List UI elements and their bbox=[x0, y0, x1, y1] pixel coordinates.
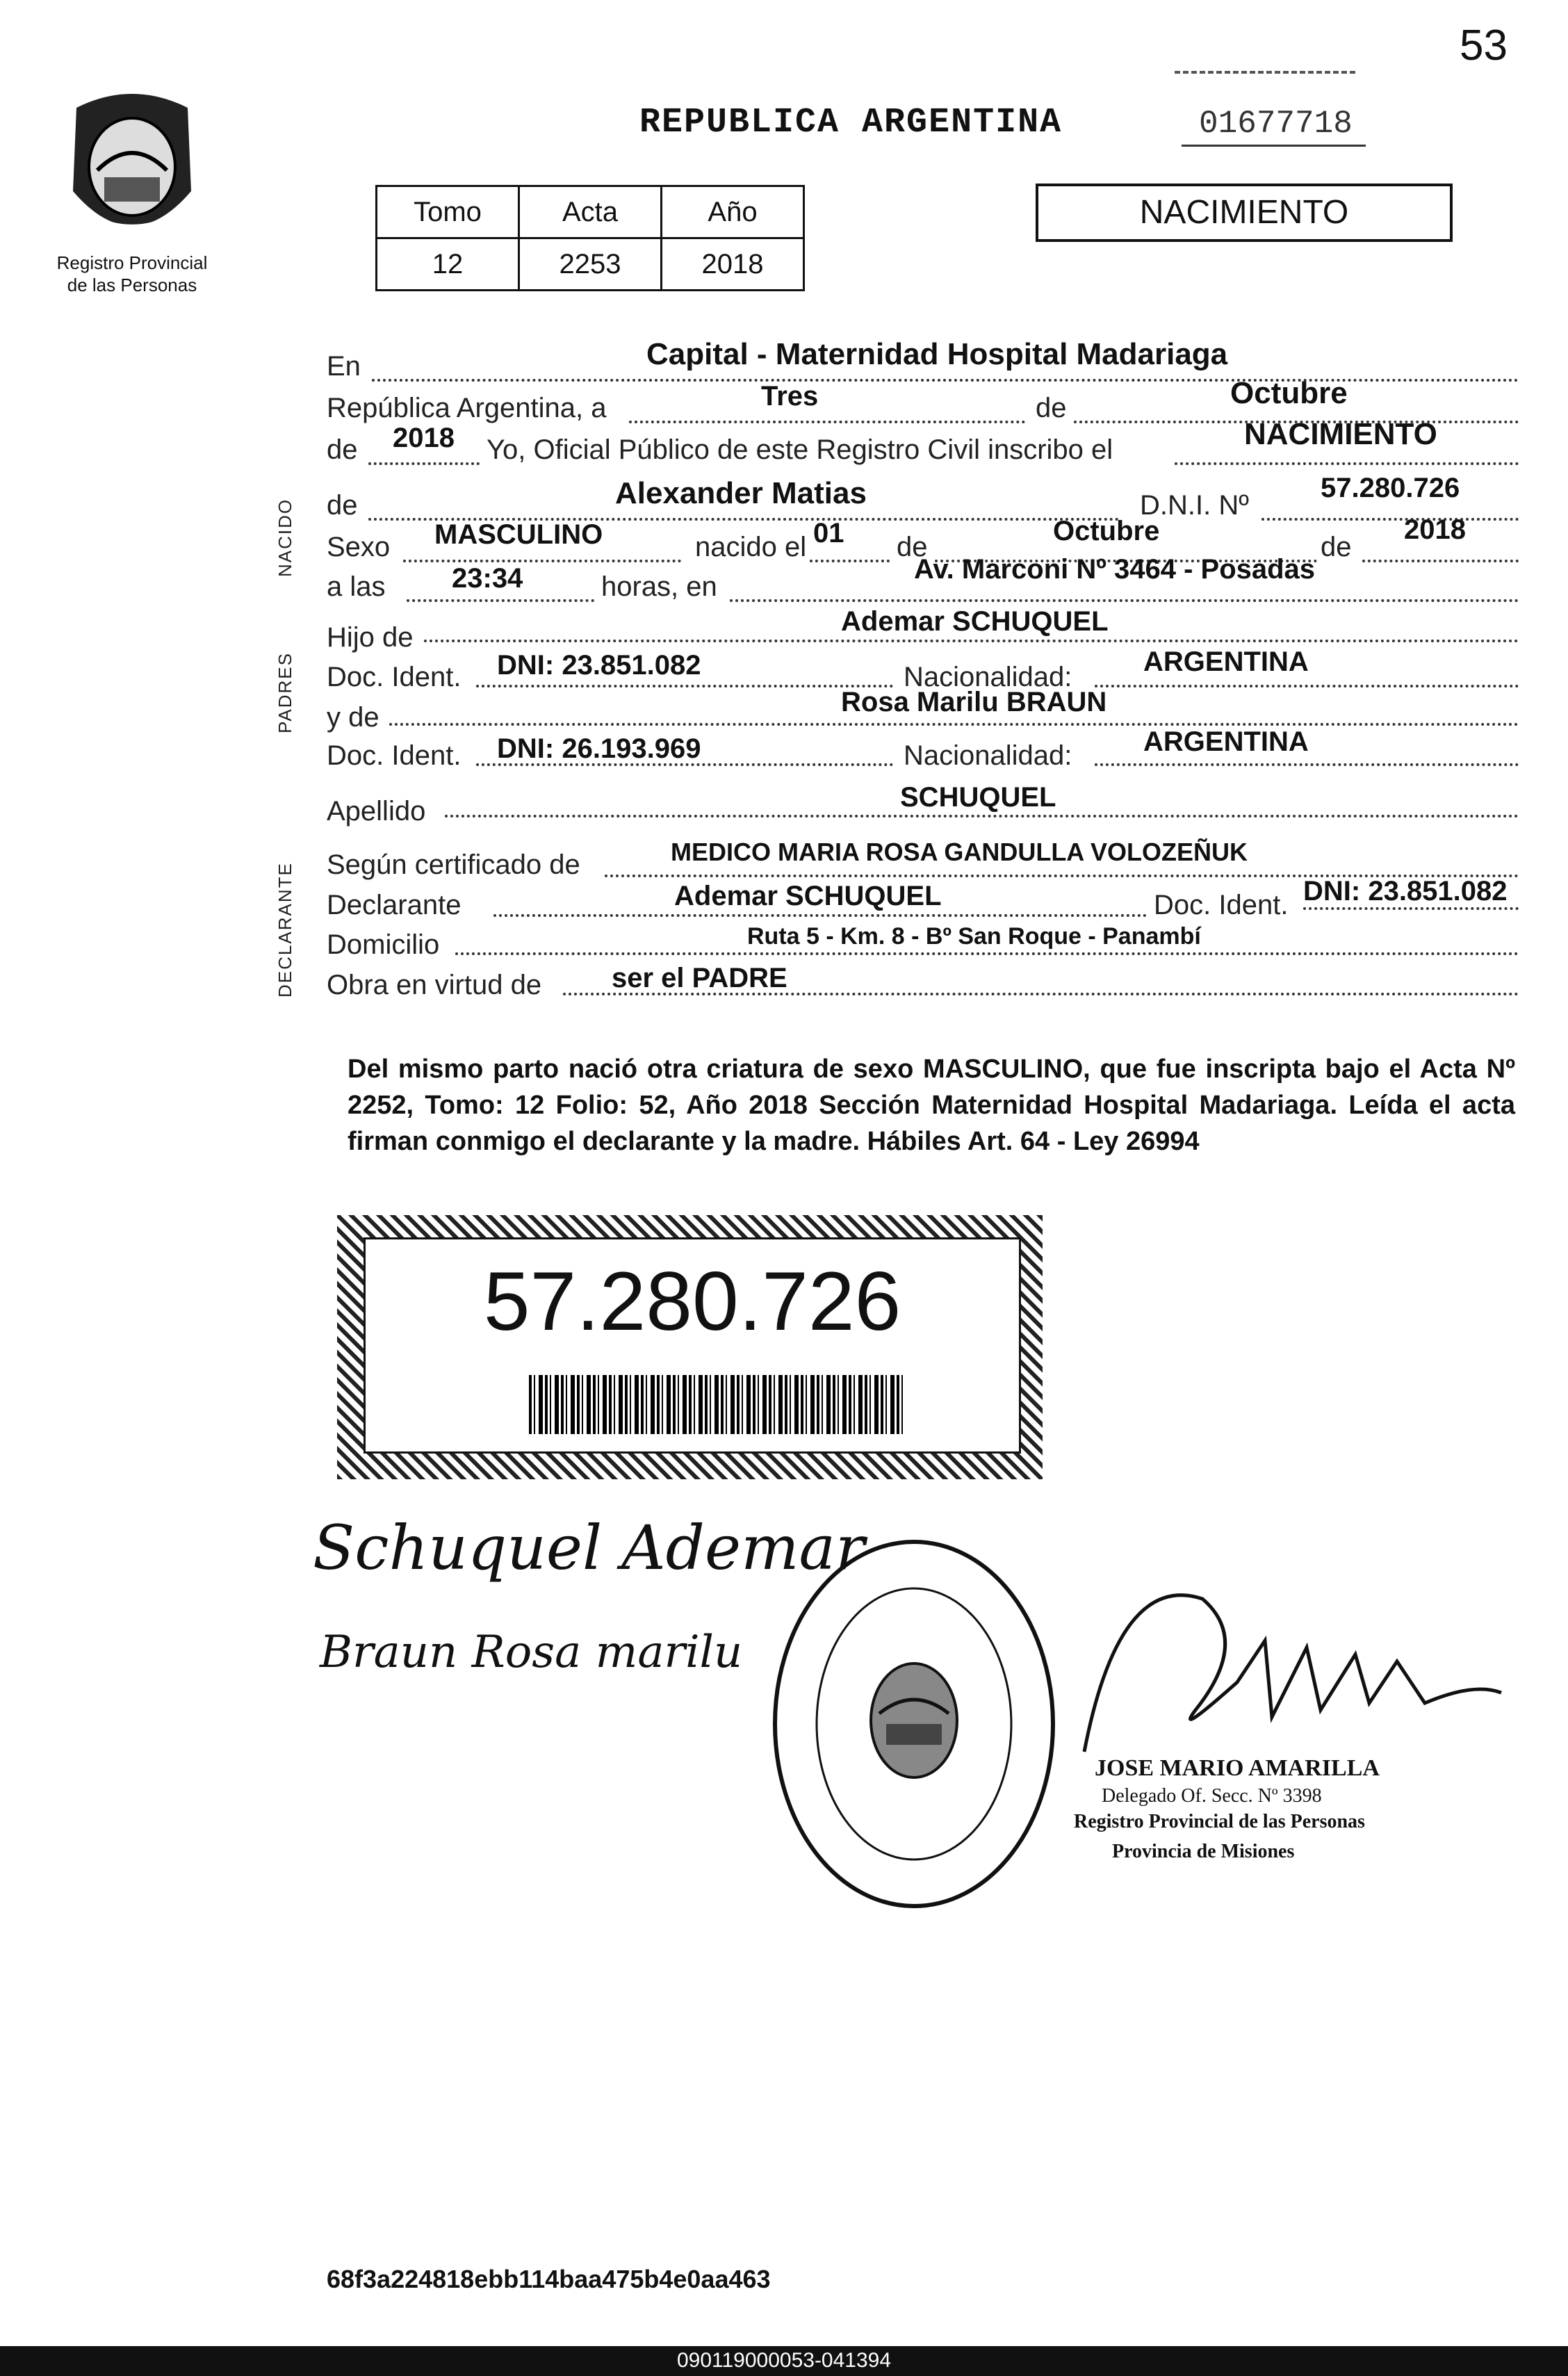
serial-strike bbox=[1175, 71, 1355, 74]
side-label-nacido: NACIDO bbox=[275, 498, 295, 577]
label-nacido-el: nacido el bbox=[695, 532, 807, 562]
value-domicilio-nac: Av. Marconi Nº 3464 - Posadas bbox=[914, 554, 1316, 585]
label-apellido: Apellido bbox=[327, 796, 426, 827]
dots-sexo bbox=[403, 560, 681, 562]
label-hijo-de: Hijo de bbox=[327, 622, 414, 653]
record-table bbox=[375, 185, 805, 291]
record-header-tomo: Tomo bbox=[377, 186, 519, 238]
dots-padre-nac bbox=[1095, 685, 1519, 687]
record-value-tomo: 12 bbox=[377, 238, 519, 291]
value-domicilio: Ruta 5 - Km. 8 - Bº San Roque - Panambí bbox=[747, 923, 1201, 950]
value-madre: Rosa Marilu BRAUN bbox=[841, 687, 1107, 717]
label-de-nac-mes: de bbox=[897, 532, 928, 562]
barcode bbox=[529, 1375, 904, 1434]
official-seal bbox=[768, 1536, 1060, 1912]
label-de-anio: de bbox=[327, 434, 358, 465]
footer-bar bbox=[0, 2346, 1568, 2376]
province-emblem bbox=[56, 87, 209, 254]
label-en: En bbox=[327, 351, 361, 382]
signature-declarante: Schuquel Ademar bbox=[313, 1512, 865, 1584]
label-de-nombre: de bbox=[327, 490, 358, 521]
label-obra: Obra en virtud de bbox=[327, 970, 542, 1000]
dots-madre-nac bbox=[1095, 763, 1519, 766]
label-yo: Yo, Oficial Público de este Registro Civil inscribo el bbox=[487, 434, 1113, 465]
page-number: 53 bbox=[1460, 22, 1508, 70]
label-nacionalidad-madre: Nacionalidad: bbox=[904, 740, 1072, 771]
id-number: 57.280.726 bbox=[483, 1255, 901, 1348]
dots-declarante bbox=[493, 914, 1147, 917]
official-role: Delegado Of. Secc. Nº 3398 bbox=[1102, 1785, 1322, 1807]
signature-madre: Braun Rosa marilu bbox=[320, 1627, 743, 1678]
value-nac-anio: 2018 bbox=[1404, 514, 1466, 545]
side-label-declarante: DECLARANTE bbox=[275, 862, 295, 998]
org-line-2: de las Personas bbox=[67, 275, 197, 295]
serial-number: 01677718 bbox=[1199, 106, 1353, 142]
value-madre-doc: DNI: 26.193.969 bbox=[497, 733, 701, 764]
value-hora: 23:34 bbox=[452, 563, 523, 594]
serial-underline bbox=[1182, 145, 1366, 147]
value-padre-doc: DNI: 23.851.082 bbox=[497, 650, 701, 681]
dots-hora bbox=[407, 599, 594, 602]
id-sticker bbox=[337, 1215, 1043, 1479]
side-label-padres: PADRES bbox=[275, 652, 295, 733]
value-mes: Octubre bbox=[1230, 376, 1348, 410]
value-dni: 57.280.726 bbox=[1321, 473, 1460, 503]
note-paragraph: Del mismo parto nació otra criatura de sexo MASCULINO, que fue inscripta bajo el Acta Nº 2252, Tomo: 12 Folio: 52, Año 2018 Sección Maternidad Hospital Madariaga. Leída el acta firman conmigo el declarante y la madre. Hábiles Art. 64 - Ley 26994 bbox=[348, 1055, 1515, 1156]
value-anio: 2018 bbox=[393, 423, 455, 453]
record-value-anio: 2018 bbox=[662, 238, 804, 291]
label-sexo: Sexo bbox=[327, 532, 391, 562]
value-sexo: MASCULINO bbox=[434, 519, 603, 550]
label-republica: República Argentina, a bbox=[327, 393, 607, 423]
label-a-las: a las bbox=[327, 571, 386, 602]
dots-domicilio-nac bbox=[730, 599, 1519, 602]
dots-padre bbox=[424, 640, 1519, 642]
label-y-de: y de bbox=[327, 702, 379, 733]
value-declarante-doc: DNI: 23.851.082 bbox=[1303, 876, 1508, 906]
country-title: REPUBLICA ARGENTINA bbox=[639, 103, 1063, 143]
value-apellido: SCHUQUEL bbox=[900, 782, 1056, 813]
dots-dia bbox=[629, 421, 1025, 423]
label-nacionalidad-padre: Nacionalidad: bbox=[904, 662, 1072, 692]
value-nac-mes: Octubre bbox=[1053, 516, 1160, 546]
record-header-anio: Año bbox=[662, 186, 804, 238]
document-hash: 68f3a224818ebb114baa475b4e0aa463 bbox=[327, 2265, 771, 2293]
record-header-acta: Acta bbox=[519, 186, 662, 238]
value-nombre: Alexander Matias bbox=[615, 476, 867, 510]
dots-acto bbox=[1175, 462, 1519, 465]
dots-padre-doc bbox=[476, 685, 893, 687]
label-doc-ident-madre: Doc. Ident. bbox=[327, 740, 462, 771]
footer-code: 090119000053-041394 bbox=[676, 2349, 892, 2372]
record-type-box: NACIMIENTO bbox=[1036, 184, 1453, 242]
official-name: JOSE MARIO AMARILLA bbox=[1095, 1755, 1380, 1781]
label-dni: D.N.I. Nº bbox=[1140, 490, 1249, 521]
official-org: Registro Provincial de las Personas bbox=[1074, 1811, 1365, 1832]
dots-madre bbox=[389, 723, 1519, 726]
value-lugar: Capital - Maternidad Hospital Madariaga bbox=[646, 337, 1228, 371]
value-padre: Ademar SCHUQUEL bbox=[841, 606, 1109, 637]
dots-apellido bbox=[445, 815, 1519, 817]
value-padre-nac: ARGENTINA bbox=[1143, 646, 1309, 677]
value-dia: Tres bbox=[761, 381, 819, 412]
label-segun-certificado: Según certificado de bbox=[327, 849, 580, 880]
label-horas-en: horas, en bbox=[601, 571, 717, 602]
value-obra: ser el PADRE bbox=[612, 963, 787, 993]
value-acto: NACIMIENTO bbox=[1244, 417, 1437, 451]
dots-nac-dia bbox=[810, 560, 890, 562]
label-domicilio: Domicilio bbox=[327, 929, 440, 960]
dots-domicilio bbox=[455, 952, 1519, 955]
label-doc-ident-padre: Doc. Ident. bbox=[327, 662, 462, 692]
value-madre-nac: ARGENTINA bbox=[1143, 726, 1309, 757]
official-province: Provincia de Misiones bbox=[1112, 1841, 1295, 1862]
label-de-nac-anio: de bbox=[1321, 532, 1352, 562]
label-doc-ident-declarante: Doc. Ident. bbox=[1154, 890, 1289, 920]
label-declarante: Declarante bbox=[327, 890, 462, 920]
dots-dni bbox=[1261, 518, 1519, 521]
value-nac-dia: 01 bbox=[813, 518, 844, 548]
id-sticker-inner bbox=[364, 1237, 1021, 1454]
dots-declarante-doc bbox=[1303, 907, 1519, 910]
dots-anio bbox=[368, 462, 480, 465]
org-name bbox=[28, 252, 236, 296]
value-certificado: MEDICO MARIA ROSA GANDULLA VOLOZEÑUK bbox=[671, 838, 1248, 866]
dots-nac-anio bbox=[1362, 560, 1519, 562]
value-declarante: Ademar SCHUQUEL bbox=[674, 881, 942, 911]
org-line-1: Registro Provincial bbox=[56, 252, 208, 273]
label-de-mes: de bbox=[1036, 393, 1067, 423]
record-value-acta: 2253 bbox=[519, 238, 662, 291]
